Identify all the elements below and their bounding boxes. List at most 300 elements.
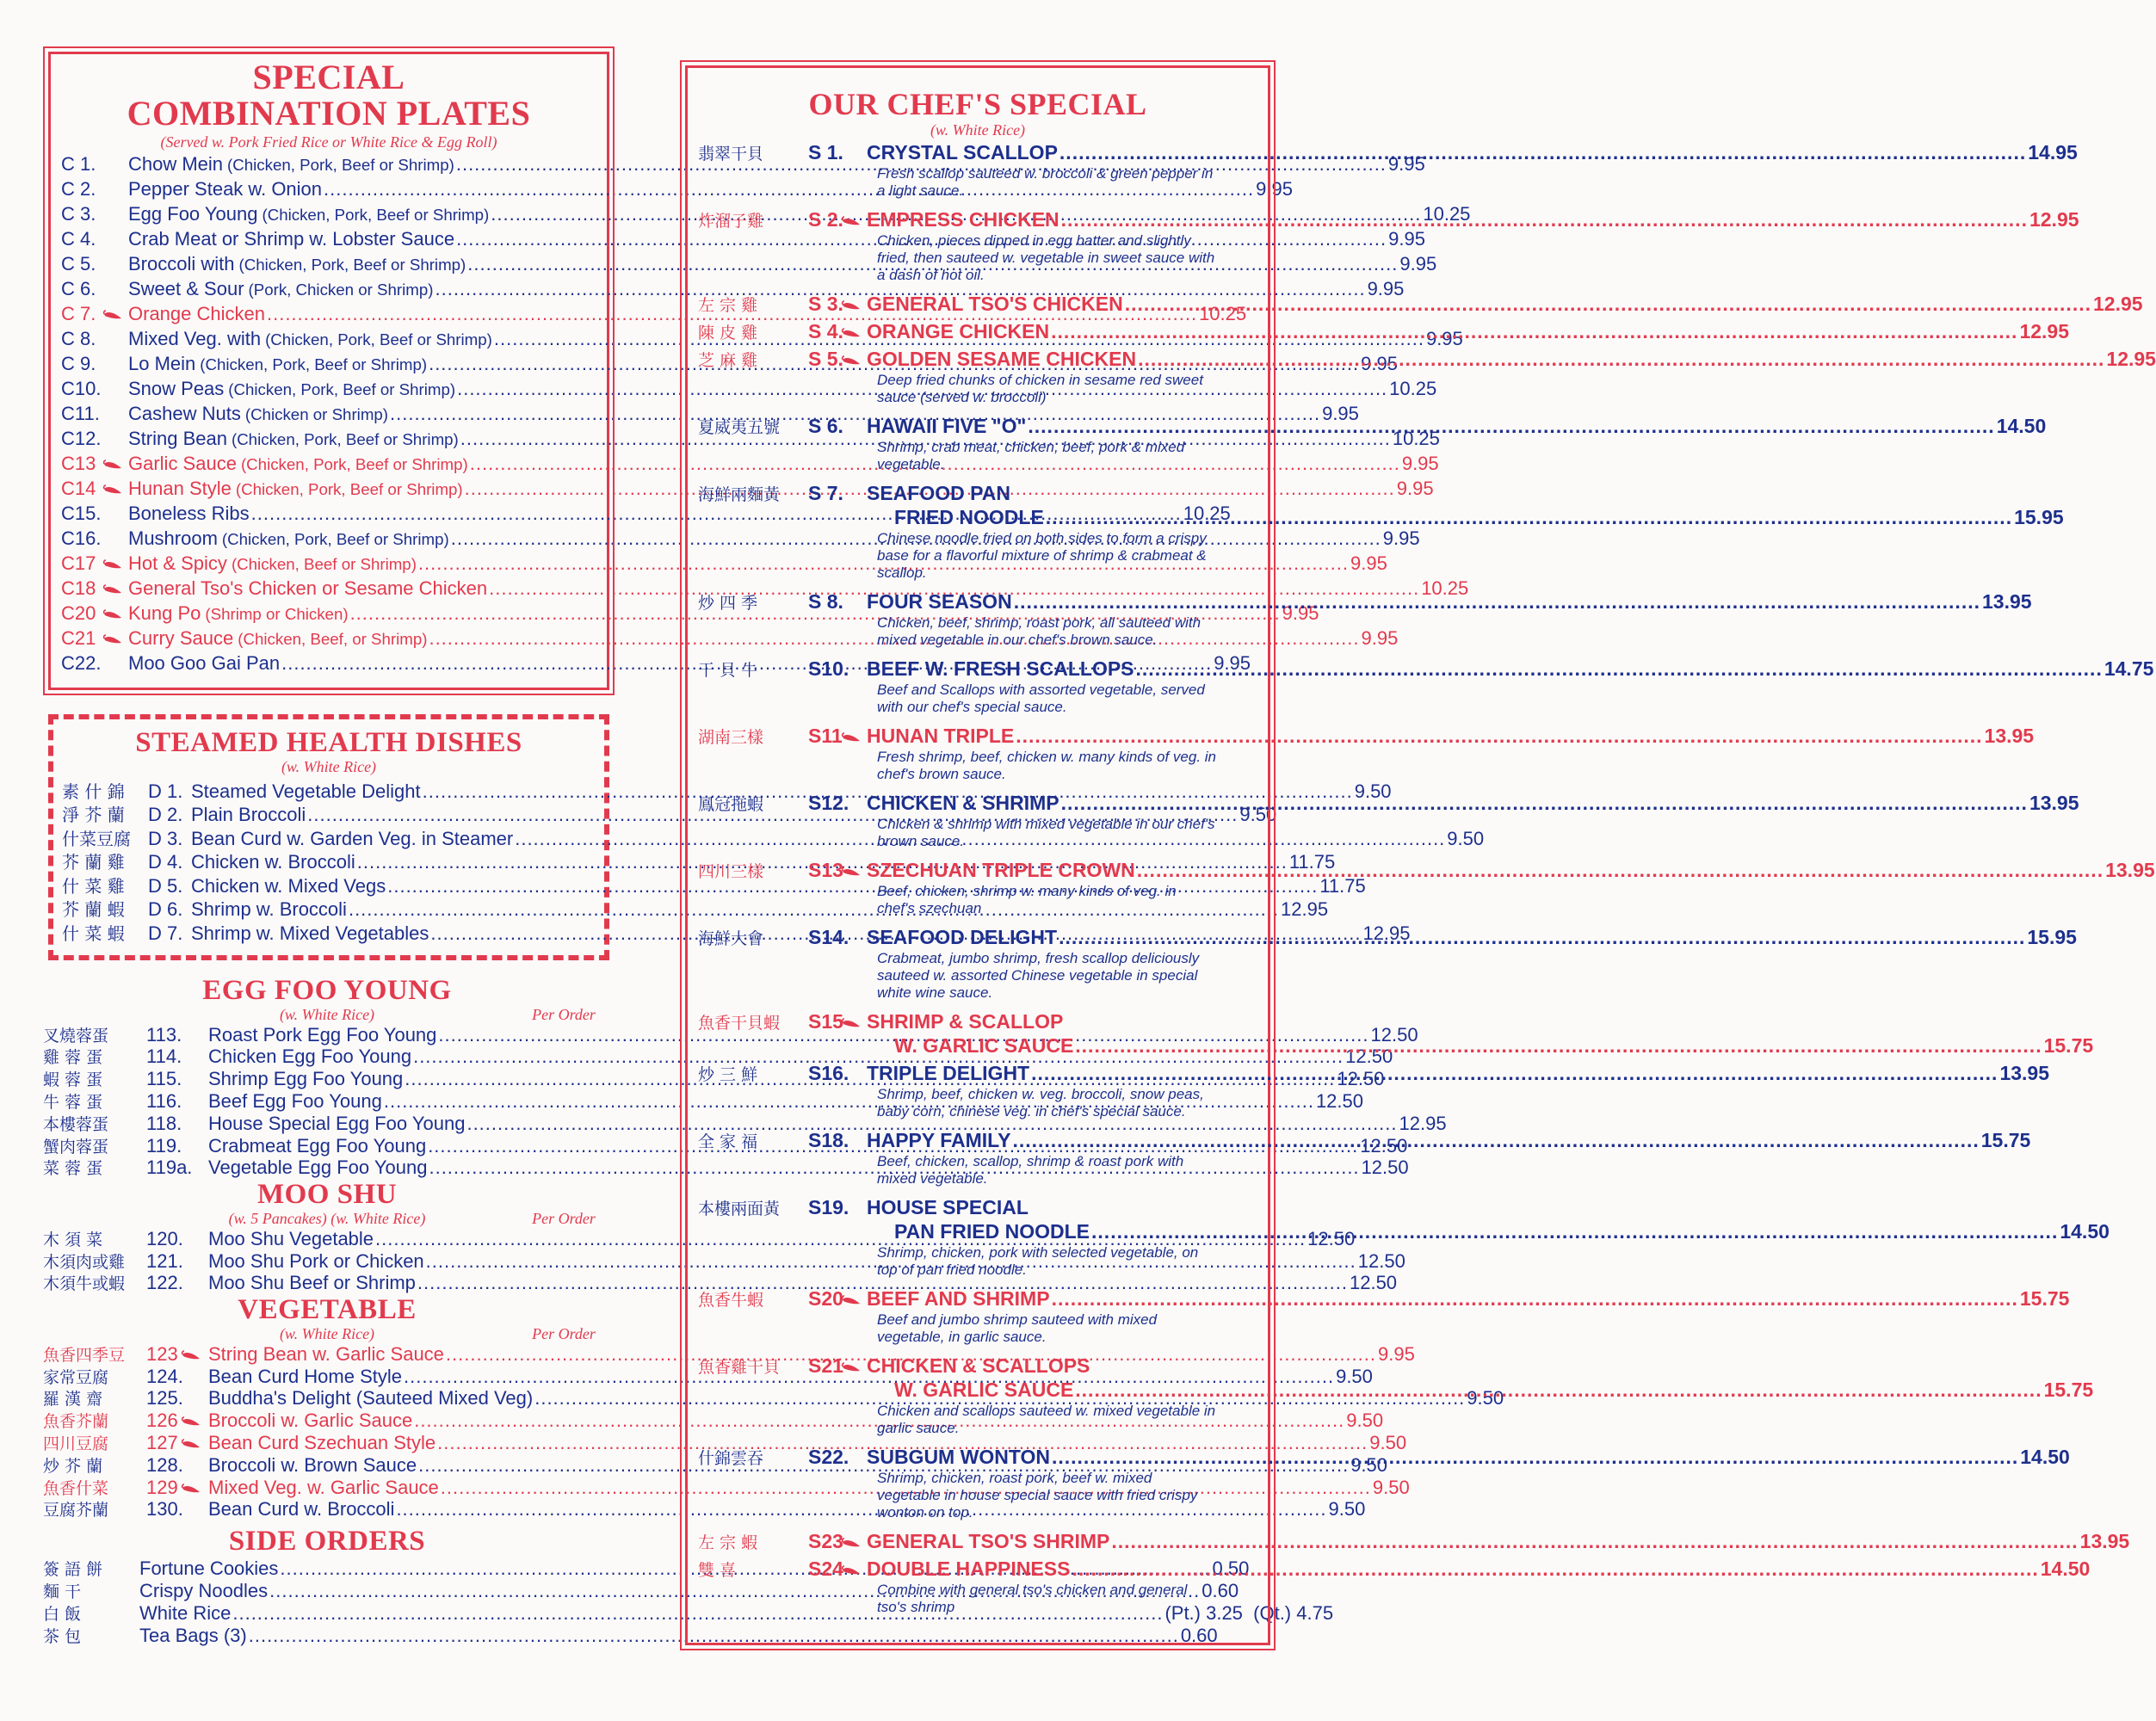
item-name: Mixed Veg. with	[128, 328, 262, 349]
leader-dots	[1091, 1220, 2058, 1243]
item-name: Shrimp w. Mixed Vegetables	[191, 922, 429, 944]
item-code: C 9.	[61, 353, 96, 374]
pepper-wrap	[102, 602, 128, 625]
item-price: 12.95	[1399, 1112, 1447, 1134]
leader-dots	[1059, 141, 2026, 164]
item-price: 9.50	[1447, 827, 1485, 849]
hot-pepper-icon	[181, 1349, 201, 1361]
chef-item-header	[698, 1286, 2070, 1311]
item-chinese-name: 干 貝 牛	[698, 660, 758, 680]
item-name: GOLDEN SESAME CHICKEN	[867, 347, 1137, 370]
item-code: 125.	[146, 1387, 183, 1409]
pepper-wrap	[102, 627, 128, 650]
item-name: Orange Chicken	[128, 303, 265, 324]
item-code: S18.	[808, 1128, 849, 1151]
item-price: 9.50	[1350, 1453, 1388, 1476]
pepper-wrap	[841, 1558, 867, 1581]
item-code: C21	[61, 627, 96, 649]
item-chinese-name: 陳 皮 雞	[698, 323, 758, 342]
item-name: Moo Shu Beef or Shrimp	[208, 1272, 416, 1294]
item-chinese-name: 本樓兩面黃	[698, 1199, 781, 1218]
item-name: SHRIMP & SCALLOP	[867, 1009, 1064, 1033]
item-name: Mushroom	[128, 527, 218, 549]
item-options: (Chicken, Beef or Shrimp)	[231, 555, 417, 573]
item-code: S14.	[808, 925, 849, 948]
vegetable-title: VEGETABLE	[238, 1294, 417, 1326]
item-price: 12.50	[1357, 1249, 1405, 1272]
pepper-wrap	[181, 1477, 208, 1499]
item-name: Crab Meat or Shrimp w. Lobster Sauce	[128, 228, 455, 250]
item-name: Tea Bags (3)	[139, 1624, 247, 1646]
item-price: 9.50	[1372, 1476, 1410, 1498]
item-chinese-name: 什菜豆腐	[62, 828, 131, 849]
item-description: Fresh scallop sauteed w. broccoli & green pepper in a light sauce.	[877, 164, 1214, 199]
item-price: 10.25	[1199, 303, 1247, 324]
item-code: C 7.	[61, 303, 96, 324]
item-price: 9.95	[1322, 403, 1359, 424]
item-name: Broccoli with	[128, 253, 235, 274]
item-code: 119.	[146, 1134, 182, 1157]
item-name: SZECHUAN TRIPLE CROWN	[867, 858, 1135, 881]
item-price: 9.95	[1378, 1342, 1415, 1365]
hot-pepper-icon	[841, 1017, 862, 1029]
item-price: 13.95	[2029, 791, 2079, 814]
mooshu-per-order: Per Order	[532, 1209, 596, 1227]
item-price: 11.75	[1319, 874, 1366, 897]
item-code: 129	[146, 1476, 178, 1498]
item-price: 12.95	[1281, 898, 1329, 921]
item-name: Crispy Noodles	[139, 1579, 269, 1601]
vegetable-subtitle: (w. White Rice)	[279, 1324, 375, 1342]
item-code: S19.	[808, 1195, 849, 1218]
item-name: String Bean	[128, 428, 227, 449]
leader-dots	[1059, 926, 2025, 949]
leader-dots	[1046, 506, 2012, 529]
item-code: S 8.	[808, 589, 843, 613]
item-chinese-name: 什錦雲吞	[698, 1448, 764, 1468]
item-code: S20	[808, 1286, 843, 1310]
item-name: HAWAII FIVE "O"	[867, 414, 1027, 437]
item-code: S23	[808, 1529, 843, 1552]
item-name: Roast Pork Egg Foo Young	[208, 1023, 437, 1046]
item-price: 0.60	[1180, 1624, 1218, 1646]
item-chinese-name: 什 菜 雞	[62, 875, 125, 897]
item-price: 9.50	[1369, 1432, 1407, 1454]
mooshu-item	[43, 1271, 1398, 1294]
item-price: 9.95	[1350, 552, 1387, 574]
item-name: EMPRESS CHICKEN	[867, 207, 1059, 231]
leader-dots	[1031, 1062, 1998, 1085]
hot-pepper-icon	[102, 309, 123, 321]
item-code: 121.	[146, 1249, 183, 1272]
item-chinese-name: 四川豆腐	[43, 1434, 109, 1454]
pepper-wrap	[841, 320, 867, 343]
item-name: Buddha's Delight (Sauteed Mixed Veg)	[208, 1387, 534, 1409]
item-price: 10.25	[1392, 428, 1440, 449]
item-price: 13.95	[2079, 1529, 2130, 1552]
item-name: Steamed Vegetable Delight	[191, 780, 421, 802]
hot-pepper-icon	[102, 633, 123, 645]
item-price: 14.75	[2103, 657, 2154, 680]
item-chinese-name: 全 家 福	[698, 1132, 758, 1151]
item-code: S 2.	[808, 207, 843, 231]
item-name: String Bean w. Garlic Sauce	[208, 1342, 444, 1365]
item-name: Lo Mein	[128, 353, 196, 374]
item-code: C16.	[61, 527, 102, 549]
item-price: 15.95	[2014, 505, 2064, 528]
leader-dots	[1137, 859, 2103, 882]
item-price: 12.50	[1361, 1157, 1409, 1179]
item-name: Egg Foo Young	[128, 203, 258, 225]
hot-pepper-icon	[841, 1564, 862, 1576]
pepper-wrap	[181, 1343, 208, 1366]
item-name: ORANGE CHICKEN	[867, 319, 1050, 342]
item-options: (Chicken, Pork, Beef or Shrimp)	[262, 206, 490, 224]
item-chinese-name: 湖南三樣	[698, 727, 764, 747]
item-description: Fresh shrimp, beef, chicken w. many kinds of veg. in chef's brown sauce.	[877, 748, 1217, 782]
item-code: C15.	[61, 503, 102, 524]
item-code: C 2.	[61, 178, 96, 200]
item-options: (Chicken, Pork, Beef or Shrimp)	[238, 256, 466, 274]
chef-item	[698, 657, 2154, 716]
item-price: 9.50	[1239, 804, 1277, 826]
mooshu-subtitle: (w. 5 Pancakes) (w. White Rice)	[228, 1209, 426, 1227]
item-name: SEAFOOD PAN	[867, 481, 1010, 504]
item-price: 12.50	[1360, 1134, 1408, 1157]
item-options: (Chicken, Pork, Beef or Shrimp)	[231, 430, 459, 448]
item-price: 9.95	[1256, 178, 1293, 200]
chef-item-header	[698, 1010, 1252, 1034]
item-name: Fortune Cookies	[139, 1557, 279, 1579]
combo-item	[61, 552, 1387, 577]
item-description: Shrimp, crab meat, chicken, beef, pork & mixed vegetable.	[877, 438, 1185, 472]
item-code: 128.	[146, 1453, 183, 1476]
item-name: White Rice	[139, 1601, 232, 1624]
item-chinese-name: 蟹肉蓉蛋	[43, 1137, 109, 1157]
item-name: Broccoli w. Brown Sauce	[208, 1453, 417, 1476]
item-chinese-name: 羅 漢 齋	[43, 1390, 103, 1409]
item-code: S10.	[808, 657, 849, 680]
hot-pepper-icon	[841, 866, 862, 878]
item-chinese-name: 炒 芥 蘭	[43, 1456, 103, 1476]
item-name: Shrimp Egg Foo Young	[208, 1068, 404, 1090]
leader-dots	[1014, 590, 1980, 614]
item-name: Shrimp w. Broccoli	[191, 898, 347, 921]
item-code: C18	[61, 577, 96, 599]
item-chinese-name: 家常豆腐	[43, 1367, 109, 1387]
item-price: 12.50	[1349, 1272, 1398, 1294]
item-description: Chinese noodle fried on both sides to form a crispy base for a flavorful mixture of shrimp & crabmeat & scallop.	[877, 529, 1207, 581]
item-code: S 5.	[808, 347, 843, 370]
item-price: 12.95	[2019, 319, 2069, 342]
item-code: C 8.	[61, 328, 96, 349]
combo-item	[61, 527, 1420, 552]
item-name: GENERAL TSO'S CHICKEN	[867, 292, 1123, 315]
item-description: Beef and jumbo shrimp sauteed with mixed vegetable, in garlic sauce.	[877, 1311, 1158, 1345]
item-name: CRYSTAL SCALLOP	[867, 140, 1058, 163]
item-name: Chicken w. Mixed Vegs	[191, 874, 386, 897]
item-chinese-name: 夏威夷五號	[698, 417, 781, 437]
item-code: S 3.	[808, 292, 843, 315]
item-chinese-name: 芝 麻 雞	[698, 350, 758, 370]
hot-pepper-icon	[102, 608, 123, 620]
item-price: 9.50	[1354, 780, 1392, 802]
item-price: 9.50	[1328, 1498, 1366, 1521]
chef-item	[698, 292, 2143, 317]
chef-item	[698, 724, 2035, 783]
item-price: 15.75	[1980, 1128, 2031, 1151]
pepper-wrap	[841, 208, 867, 231]
combo-item	[61, 278, 1405, 303]
item-price: 12.95	[1362, 922, 1411, 944]
item-code: S24	[808, 1557, 843, 1580]
item-code: 123	[146, 1342, 178, 1365]
item-name: Chicken w. Broccoli	[191, 851, 355, 873]
item-code: D 2.	[148, 804, 183, 826]
item-options: (Chicken, Pork, Beef or Shrimp)	[240, 455, 468, 473]
item-chinese-name: 翡翠干貝	[698, 144, 764, 163]
hot-pepper-icon	[181, 1483, 201, 1495]
pepper-wrap	[841, 293, 867, 316]
item-name: Plain Broccoli	[191, 804, 306, 826]
combo-title-2: COMBINATION PLATES	[127, 94, 531, 133]
pepper-wrap	[841, 1287, 867, 1311]
item-code: 127	[146, 1432, 178, 1454]
item-description: Beef, chicken, scallop, shrimp & roast pork with mixed vegetable.	[877, 1152, 1184, 1187]
item-code: S15	[808, 1009, 843, 1033]
item-price: 0.60	[1202, 1579, 1239, 1601]
hot-pepper-icon	[841, 215, 862, 227]
pepper-wrap	[102, 577, 128, 600]
item-name: Pepper Steak w. Onion	[128, 178, 323, 200]
leader-dots	[1016, 725, 1982, 748]
item-name: Bean Curd w. Broccoli	[208, 1498, 395, 1521]
item-price: 9.95	[1425, 328, 1463, 349]
leader-dots	[1052, 1446, 2018, 1469]
item-chinese-name: 木須肉或雞	[43, 1252, 126, 1272]
pepper-wrap	[181, 1409, 208, 1432]
item-code: S22.	[808, 1445, 849, 1468]
item-code: D 7.	[148, 922, 183, 944]
hot-pepper-icon	[841, 1294, 862, 1306]
item-name: BEEF AND SHRIMP	[867, 1286, 1050, 1310]
item-price: 13.95	[1999, 1061, 2049, 1084]
item-price: 12.95	[2106, 347, 2156, 370]
item-code: 126	[146, 1409, 178, 1432]
item-chinese-name: 海鮮兩麵黃	[698, 484, 781, 504]
pepper-wrap	[841, 1354, 867, 1378]
chef-item	[698, 1286, 2070, 1346]
chef-title: OUR CHEF'S SPECIAL	[808, 87, 1147, 121]
item-price: (Pt.) 3.25 (Qt.) 4.75	[1164, 1601, 1334, 1624]
item-price: 10.25	[1183, 503, 1231, 524]
item-chinese-name: 茶 包	[43, 1626, 82, 1646]
hot-pepper-icon	[102, 558, 123, 571]
egg-title: EGG FOO YOUNG	[202, 975, 452, 1006]
item-chinese-name: 牛 蓉 蛋	[43, 1093, 103, 1113]
leader-dots	[1052, 1287, 2018, 1311]
item-code: C17	[61, 552, 96, 574]
steamed-item	[62, 778, 1392, 802]
hot-pepper-icon	[841, 327, 862, 339]
item-options: (Pork, Chicken or Shrimp)	[248, 281, 434, 299]
combo-item	[61, 228, 1425, 253]
side-item	[43, 1624, 1218, 1646]
chef-item-header	[698, 1354, 1252, 1379]
item-chinese-name: 菜 蓉 蛋	[43, 1159, 103, 1179]
item-name: HUNAN TRIPLE	[867, 724, 1015, 747]
item-price: 14.50	[1996, 414, 2047, 437]
item-name: Chow Mein	[128, 153, 224, 175]
item-chinese-name: 簽 語 餅	[43, 1559, 103, 1579]
item-name: Beef Egg Foo Young	[208, 1090, 382, 1113]
pepper-wrap	[841, 1530, 867, 1553]
item-code: S 7.	[808, 481, 843, 504]
item-description: Beef, chicken, shrimp w. many kinds of veg. in chef's szechuan	[877, 882, 1177, 916]
item-chinese-name: 淨 芥 蘭	[62, 805, 125, 826]
item-description: Deep fried chunks of chicken in sesame red sweet sauce (served w. broccoli)	[877, 371, 1203, 405]
leader-dots	[1028, 415, 1994, 438]
item-name: Kung Po	[128, 602, 201, 624]
item-description: Chicken & shrimp with mixed vegetable in our chef's brown sauce.	[877, 815, 1215, 849]
vegetable-item	[43, 1431, 1407, 1454]
leader-dots	[1125, 293, 2091, 316]
item-chinese-name: 白 飯	[43, 1604, 82, 1624]
item-name: Bean Curd Home Style	[208, 1365, 402, 1387]
pepper-wrap	[841, 348, 867, 371]
side-title: SIDE ORDERS	[228, 1526, 426, 1558]
item-options: (Chicken, Pork, Beef or Shrimp)	[200, 355, 428, 373]
item-name: Mixed Veg. w. Garlic Sauce	[208, 1476, 439, 1498]
item-chinese-name: 木須牛或蝦	[43, 1274, 126, 1294]
item-price: 13.95	[1984, 724, 2035, 747]
hot-pepper-icon	[841, 1537, 862, 1549]
item-chinese-name: 魚香芥蘭	[43, 1412, 109, 1432]
item-chinese-name: 魚香牛蝦	[698, 1290, 764, 1310]
pepper-wrap	[841, 859, 867, 882]
item-chinese-name: 什 菜 蝦	[62, 922, 125, 944]
vegetable-per-order: Per Order	[532, 1324, 596, 1342]
hot-pepper-icon	[102, 484, 123, 496]
item-name-line2: PAN FRIED NOODLE	[894, 1219, 1090, 1243]
item-chinese-name: 炒 三 鮮	[698, 1064, 758, 1084]
leader-dots	[1136, 657, 2103, 681]
item-name: House Special Egg Foo Young	[208, 1112, 466, 1134]
hot-pepper-icon	[181, 1438, 201, 1450]
item-price: 15.75	[2043, 1378, 2094, 1401]
item-name: Snow Peas	[128, 378, 225, 399]
item-code: D 6.	[148, 898, 183, 921]
hot-pepper-icon	[102, 583, 123, 595]
item-chinese-name: 左 宗 蝦	[698, 1533, 758, 1552]
item-code: C14	[61, 478, 96, 499]
item-name: Moo Shu Vegetable	[208, 1227, 374, 1249]
item-chinese-name: 雞 蓉 蛋	[43, 1048, 103, 1068]
item-name: SEAFOOD DELIGHT	[867, 925, 1058, 948]
item-price: 9.95	[1214, 652, 1251, 674]
combo-subtitle: (Served w. Pork Fried Rice or White Rice & Egg Roll)	[160, 133, 497, 151]
item-code: S21	[808, 1354, 843, 1377]
item-chinese-name: 炸溜子雞	[698, 211, 764, 231]
hot-pepper-icon	[841, 1361, 862, 1373]
item-code: C22.	[61, 652, 102, 674]
item-chinese-name: 蝦 蓉 蛋	[43, 1070, 103, 1090]
item-price: 0.50	[1212, 1557, 1250, 1579]
side-item	[43, 1601, 1334, 1624]
item-code: 124.	[146, 1365, 183, 1387]
item-code: C13	[61, 453, 96, 474]
egg-per-order: Per Order	[532, 1005, 596, 1023]
item-name: TRIPLE DELIGHT	[867, 1061, 1030, 1084]
item-name: Broccoli w. Garlic Sauce	[208, 1409, 413, 1432]
item-chinese-name: 芥 蘭 蝦	[62, 899, 125, 921]
item-name: Curry Sauce	[128, 627, 234, 649]
item-price: 9.50	[1336, 1365, 1373, 1387]
item-code: C10.	[61, 378, 102, 399]
item-name: Crabmeat Egg Foo Young	[208, 1134, 427, 1157]
item-price: 12.95	[2093, 292, 2143, 315]
item-code: S16.	[808, 1061, 849, 1084]
steamed-subtitle: (w. White Rice)	[281, 757, 377, 775]
item-options: (Chicken or Shrimp)	[244, 405, 388, 423]
steamed-item	[62, 873, 1366, 897]
item-price: 9.50	[1346, 1409, 1384, 1432]
chef-item-header	[698, 1196, 1252, 1220]
item-price: 15.95	[2027, 925, 2077, 948]
item-description: Crabmeat, jumbo shrimp, fresh scallop deliciously sauteed w. assorted Chinese vegetable in special white wine sauce.	[877, 949, 1200, 1001]
item-price: 12.95	[2029, 207, 2079, 231]
pepper-wrap	[841, 725, 867, 748]
item-name: CHICKEN & SHRIMP	[867, 791, 1059, 814]
item-code: 118.	[146, 1112, 182, 1134]
item-code: 130.	[146, 1498, 183, 1521]
item-name: Bean Curd w. Garden Veg. in Steamer	[191, 827, 514, 849]
hot-pepper-icon	[102, 459, 123, 471]
vegetable-item	[43, 1497, 1366, 1521]
item-price: 9.95	[1387, 153, 1425, 175]
item-name-line2: W. GARLIC SAUCE	[894, 1033, 1074, 1057]
item-price: 14.50	[2040, 1557, 2091, 1580]
item-name-line2: FRIED NOODLE	[894, 505, 1044, 528]
pepper-wrap	[841, 1010, 867, 1033]
item-price: 14.95	[2028, 140, 2078, 163]
item-options: (Chicken, Pork, Beef or Shrimp)	[221, 530, 449, 548]
item-description: Beef and Scallops with assorted vegetable, served with our chef's special sauce.	[877, 681, 1205, 715]
item-chinese-name: 魚香四季豆	[43, 1345, 126, 1365]
item-name: DOUBLE HAPPINESS	[867, 1557, 1071, 1580]
steamed-title: STEAMED HEALTH DISHES	[135, 727, 522, 758]
item-options: (Chicken, Pork, Beef or Shrimp)	[265, 330, 492, 349]
chef-item-header	[698, 482, 1252, 506]
item-price: 14.50	[2020, 1445, 2070, 1468]
item-code: C11.	[61, 403, 100, 424]
hot-pepper-icon	[841, 731, 862, 743]
item-code: S11	[808, 724, 843, 747]
item-code: D 1.	[148, 780, 183, 802]
item-description: Shrimp, beef, chicken w. veg. broccoli, snow peas, baby corn, chinese veg. in chef's special sauce.	[877, 1085, 1204, 1120]
item-name: FOUR SEASON	[867, 589, 1012, 613]
leader-dots	[1111, 1530, 2078, 1553]
egg-subtitle: (w. White Rice)	[279, 1005, 375, 1023]
item-chinese-name: 麵 干	[43, 1582, 82, 1601]
leader-dots	[1061, 792, 2028, 815]
item-price: 12.50	[1345, 1046, 1393, 1068]
item-description: Chicken, beef, shrimp, roast pork, all sauteed with mixed vegetable in our chef's brown sauce.	[877, 614, 1202, 648]
item-chinese-name: 鳳冠拖蝦	[698, 794, 764, 814]
chef-item-header	[698, 657, 2154, 682]
item-chinese-name: 木 須 菜	[43, 1230, 103, 1249]
item-chinese-name: 左 宗 雞	[698, 295, 758, 315]
